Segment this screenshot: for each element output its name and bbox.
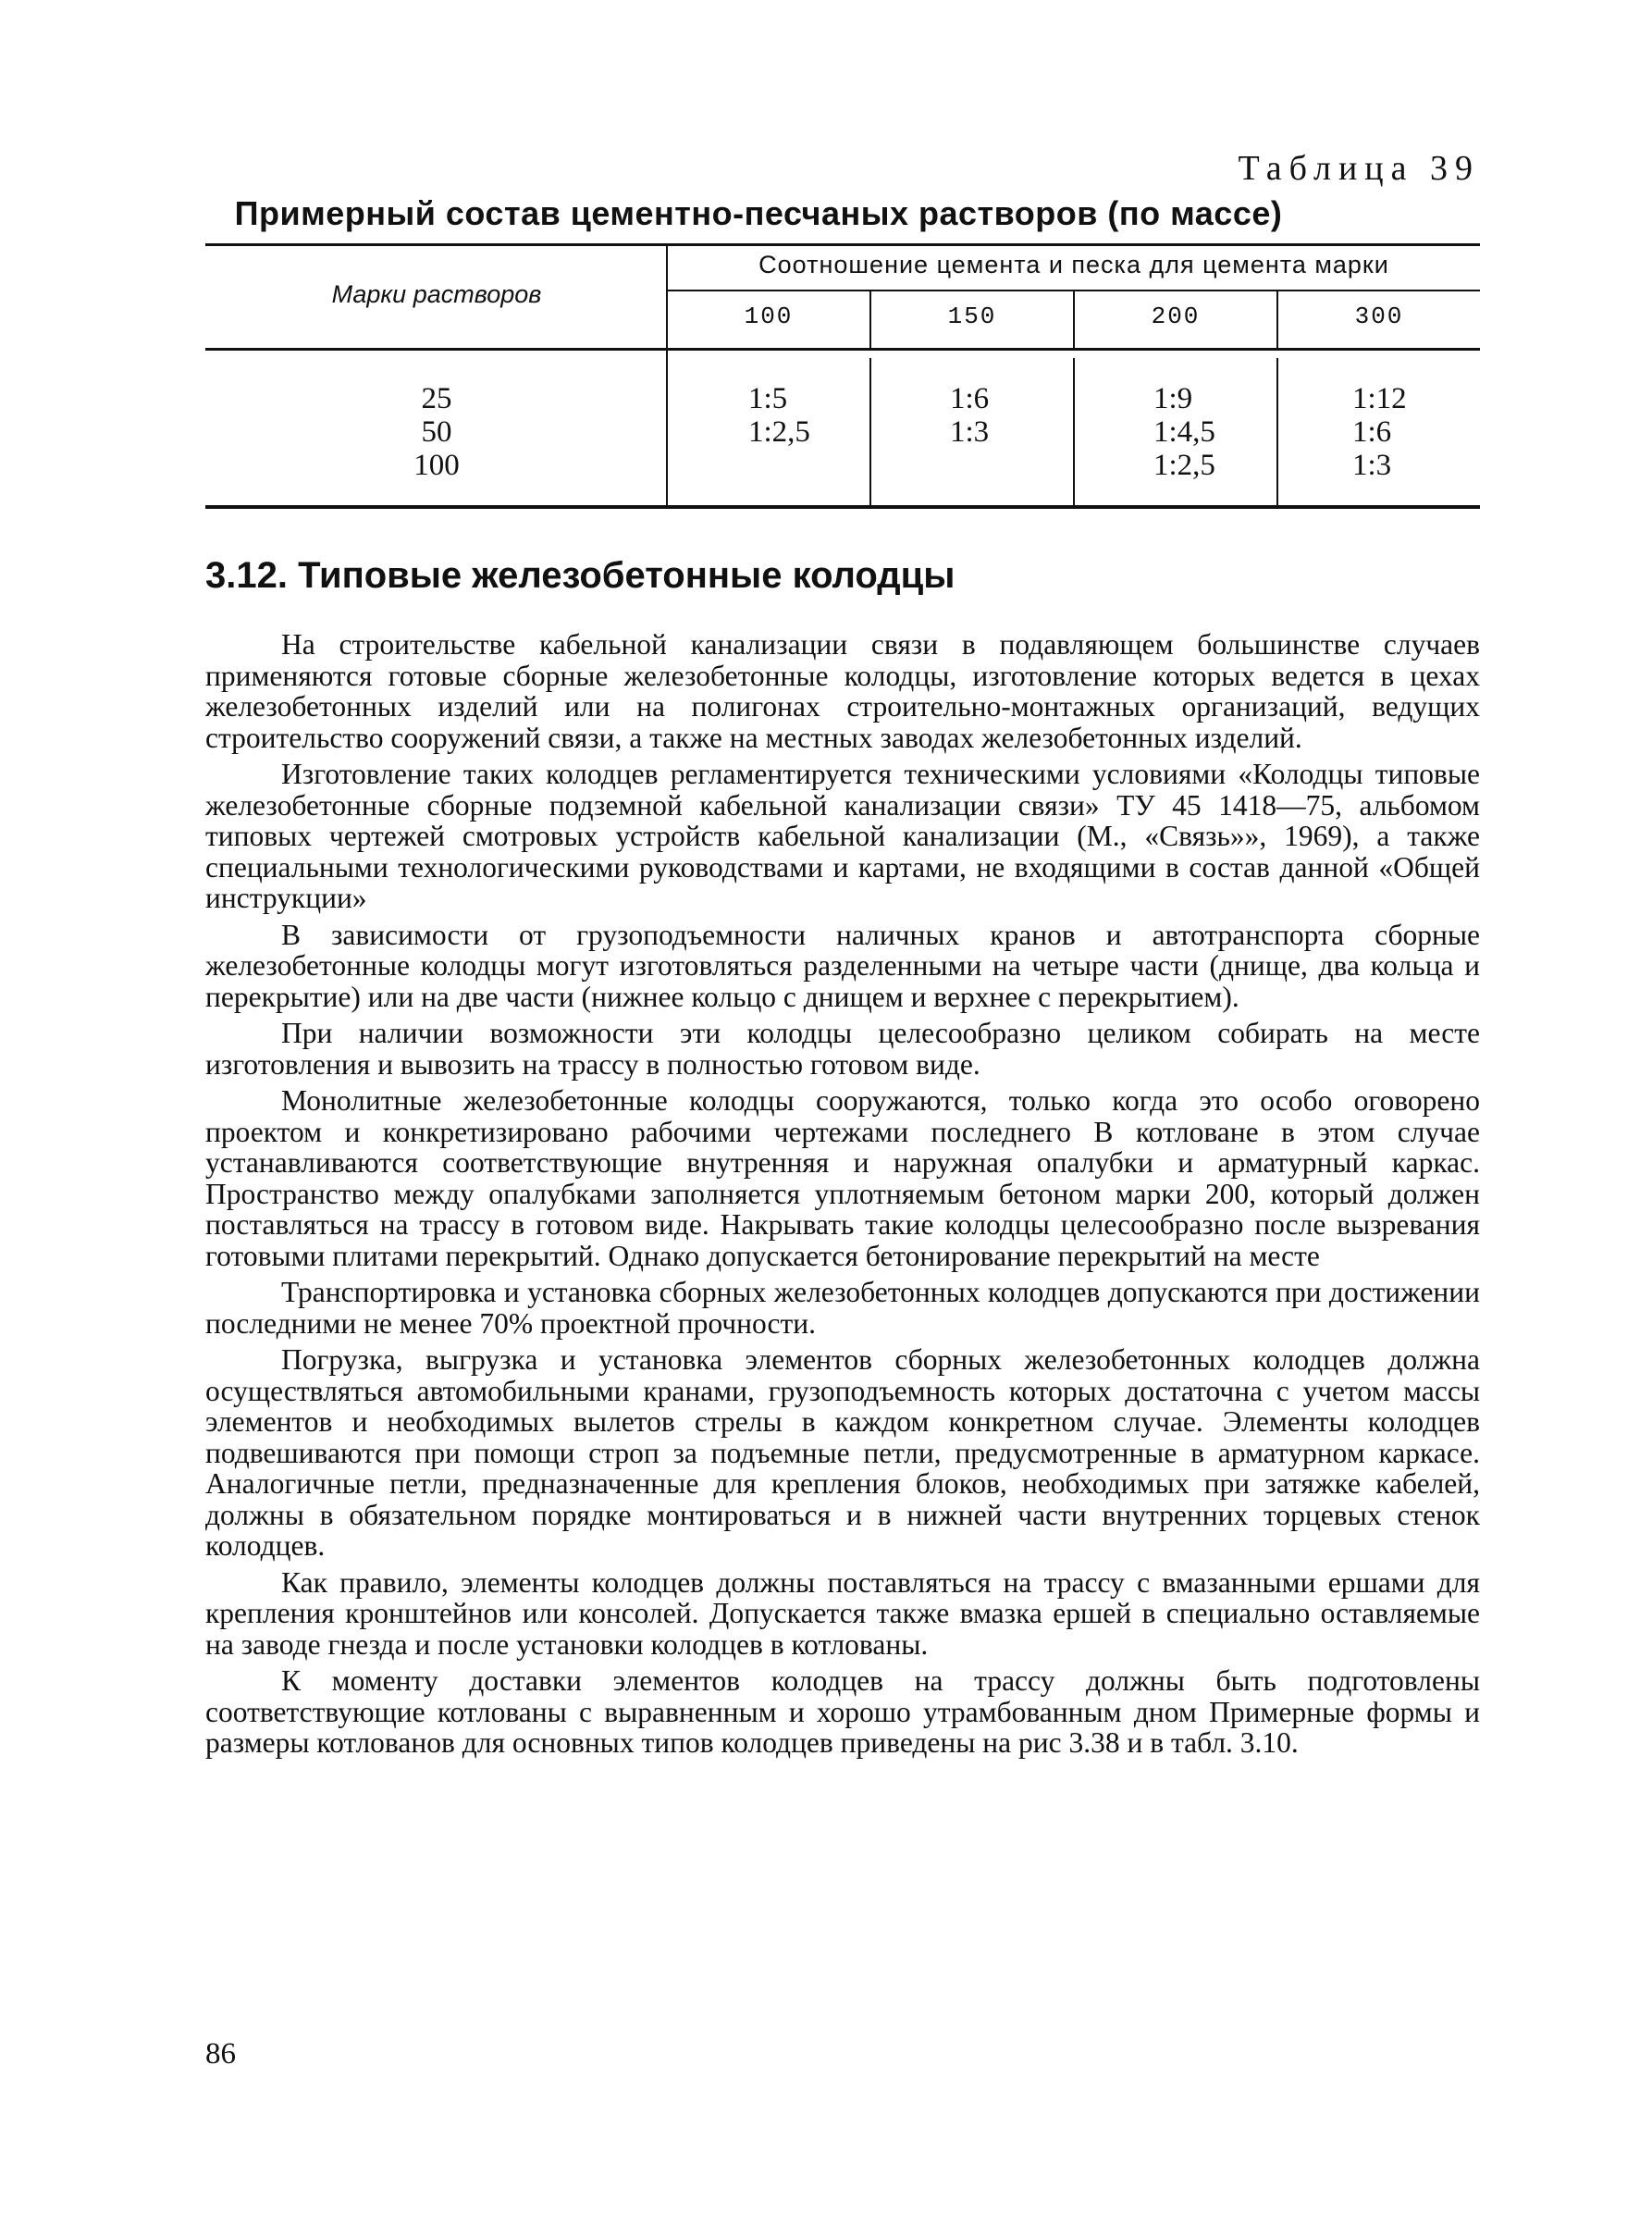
paragraph: Погрузка, выгрузка и установка элементов сборных железобетонных колодцев должна осуществляться автомобильными кранами, грузоподъемность которых достаточна с учетом массы элементов и необходимых вылетов стрелы в каждом конкретном случае. Элементы колодцев подвешиваются при помощи строп за подъемные петли, предусмотренные в арматурном каркасе. Аналогичные петли, предназначенные для крепления блоков, необходимых при затяжке кабелей, должны в обязательном порядке монтироваться и в нижней части внутренних торцевых стенок колодцев. <box>205 1343 1480 1562</box>
mortar-grades-column: 25 50 100 <box>413 382 460 482</box>
mortar-composition-table <box>205 243 1480 509</box>
table-vrule-1-body <box>869 358 871 505</box>
paragraph: Изготовление таких колодцев регламентируется техническими условиями «Колодцы типовые железобетонные сборные подземной кабельной канализации связи» ТУ 45 1418—75, альбомом типовых чертежей смотровых устройств кабельной канализации (М., «Связь»», 1969), а также специальными технологическими руководствами и картами, не входящими в состав данной «Общей инструкции» <box>205 758 1480 914</box>
paragraph: Транспортировка и установка сборных железобетонных колодцев допускаются при достижении последними не менее 70% проектной прочности. <box>205 1276 1480 1340</box>
paragraph: В зависимости от грузоподъемности наличных кранов и автотранспорта сборные железобетонные колодцы могут изготовляться разделенными на четыре части (днище, два кольца и перекрытие) или на две части (нижнее кольцо с днищем и верхнее с перекрытием). <box>205 918 1480 1013</box>
table-bottom-rule <box>205 505 1480 509</box>
table-top-rule <box>205 243 1480 246</box>
section-heading: 3.12. Типовые железобетонные колодцы <box>205 555 955 596</box>
header-grade-300: 300 <box>1354 303 1404 330</box>
header-cement-ratio: Соотношение цемента и песка для цемента марки <box>758 251 1389 278</box>
header-grade-150: 150 <box>947 303 997 330</box>
paragraph: При наличии возможности эти колодцы целесообразно целиком собирать на месте изготовления и вывозить на трассу в полностью готовом виде. <box>205 1017 1480 1081</box>
table-header-rule <box>205 348 1480 351</box>
section-body <box>205 629 1480 1759</box>
ratio-column-200: 1:9 1:4,5 1:2,5 <box>1153 382 1215 482</box>
table-vrule-3-body <box>1276 358 1278 505</box>
header-grade-200: 200 <box>1151 303 1201 330</box>
table-vrule-2-body <box>1073 358 1075 505</box>
ratio-column-100: 1:5 1:2,5 <box>748 382 810 449</box>
header-mortar-grades: Марки растворов <box>331 280 542 308</box>
ratio-column-300: 1:12 1:6 1:3 <box>1352 382 1407 482</box>
paragraph: Как правило, элементы колодцев должны поставляться на трассу с вмазанными ершами для крепления кронштейнов или консолей. Допускается также вмазка ершей в специально оставляемые на заводе гнезда и после установки колодцев в котлованы. <box>205 1565 1480 1661</box>
header-grade-100: 100 <box>744 303 794 330</box>
ratio-column-150: 1:6 1:3 <box>950 382 990 449</box>
table-label: Таблица 39 <box>1238 149 1480 188</box>
table-title: Примерный состав цементно-песчаных растворов (по массе) <box>234 194 1283 232</box>
paragraph: На строительстве кабельной канализации связи в подавляющем большинстве случаев применяются готовые сборные железобетонные колодцы, изготовление которых ведется в цехах железобетонных изделий или на полигонах строительно-монтажных организаций, ведущих строительство сооружений связи, а также на местных заводах железобетонных изделий. <box>205 628 1480 754</box>
paragraph: Монолитные железобетонные колодцы сооружаются, только когда это особо оговорено проектом и конкретизировано рабочими чертежами последнего В котловане в этом случае устанавливаются соответствующие внутренняя и наружная опалубки и арматурный каркас. Пространство между опалубками заполняется уплотняемым бетоном марки 200, который должен поставляться на трассу в готовом виде. Накрывать такие колодцы целесообразно после вызревания готовыми плитами перекрытий. Однако допускается бетонирование перекрытий на месте <box>205 1084 1480 1272</box>
page-number: 86 <box>205 2037 236 2071</box>
paragraph: К моменту доставки элементов колодцев на трассу должны быть подготовлены соответствующие котлованы с выравненным и хорошо утрамбованным дном Примерные формы и размеры котлованов для основных типов колодцев приведены на рис 3.38 и в табл. 3.10. <box>205 1664 1480 1759</box>
